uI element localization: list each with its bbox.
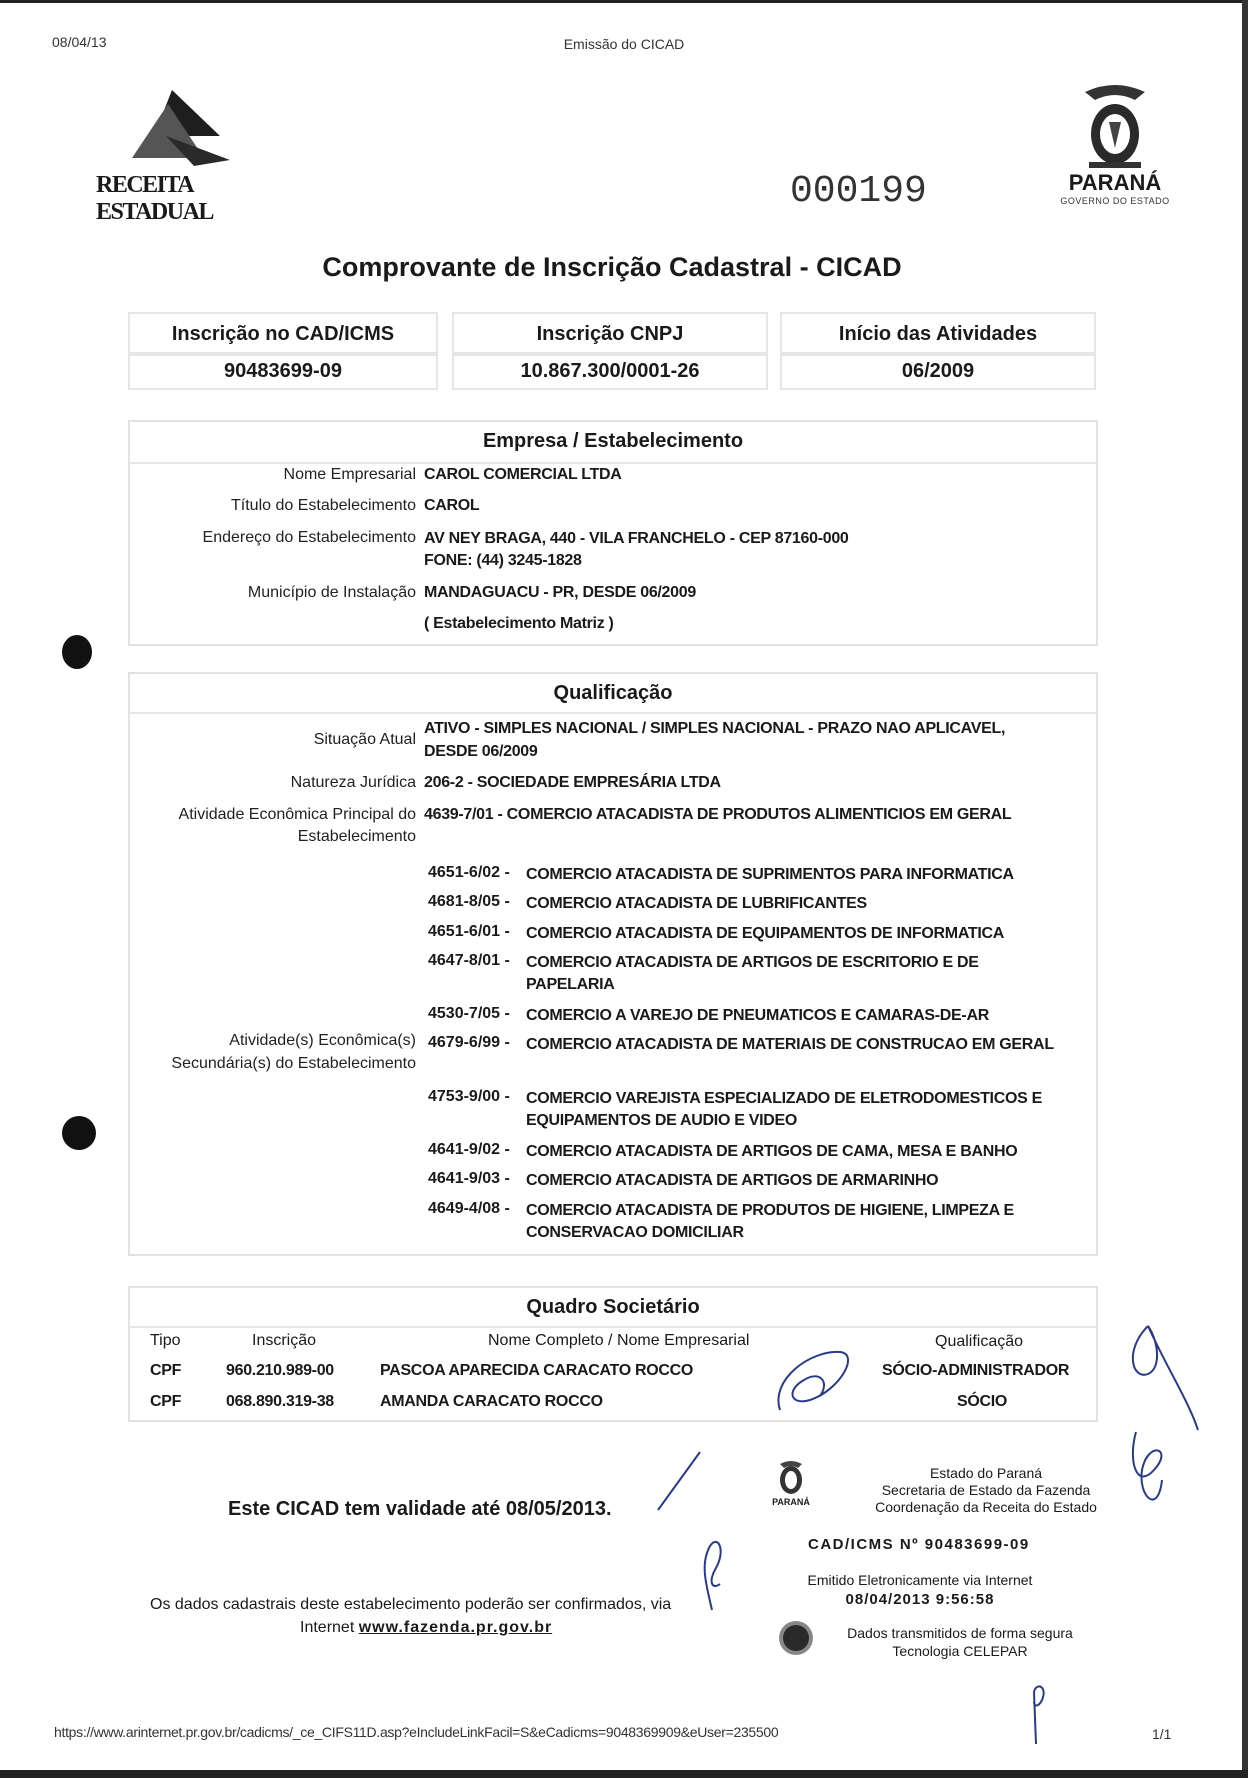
page-number: 1/1 xyxy=(1152,1726,1172,1742)
nome-empresarial-label: Nome Empresarial xyxy=(283,466,416,483)
empresa-section-title: Empresa / Estabelecimento xyxy=(482,430,744,452)
socio-qualificacao: SÓCIO-ADMINISTRADOR xyxy=(882,1362,1070,1379)
socio-nome: PASCOA APARECIDA CARACATO ROCCO xyxy=(380,1362,694,1379)
atividade-principal-label-1: Atividade Econômica Principal do xyxy=(178,806,416,823)
socios-table-row xyxy=(0,1362,1248,1384)
atividade-secundaria-desc: COMERCIO ATACADISTA DE PRODUTOS DE HIGIENE, LIMPEZA E CONSERVACAO DOMICILIAR xyxy=(526,1202,1014,1241)
cad-icms-label: Inscrição no CAD/ICMS xyxy=(128,312,438,356)
socio-qualificacao: SÓCIO xyxy=(957,1393,1008,1410)
document-title: Comprovante de Inscrição Cadastral - CICAD xyxy=(322,252,902,282)
print-title: Emissão do CICAD xyxy=(563,36,685,52)
atividades-secundarias-label-1: Atividade(s) Econômica(s) xyxy=(229,1032,416,1049)
estabelecimento-tipo: ( Estabelecimento Matriz ) xyxy=(424,615,614,632)
atividades-secundarias-label-2: Secundária(s) do Estabelecimento xyxy=(171,1055,416,1072)
socios-divider xyxy=(130,1326,1096,1328)
atividade-secundaria-desc: COMERCIO ATACADISTA DE LUBRIFICANTES xyxy=(526,895,867,912)
natureza-label: Natureza Jurídica xyxy=(290,774,416,791)
celepar-logo-icon xyxy=(776,1618,816,1658)
footer-seal xyxy=(768,1460,814,1522)
confirmacao-text-line2 xyxy=(300,1619,552,1637)
margin-signature xyxy=(1118,1320,1208,1530)
cad-icms-value: 90483699-09 xyxy=(128,352,438,390)
fazenda-link[interactable]: www.fazenda.pr.gov.br xyxy=(358,1619,553,1636)
situacao-value-line2: DESDE 06/2009 xyxy=(424,743,538,760)
footer-seal-text: PARANÁ xyxy=(772,1497,810,1507)
atividade-secundaria-code: 4753-9/00 - xyxy=(428,1088,510,1105)
socios-section-title: Quadro Societário xyxy=(526,1296,700,1318)
confirmacao-text-line1: Os dados cadastrais deste estabelecimento poderão ser confirmados, via xyxy=(150,1596,672,1613)
rubric-signature-1 xyxy=(760,1340,860,1430)
punch-hole xyxy=(62,635,92,669)
socio-inscricao: 068.890.319-38 xyxy=(226,1393,334,1410)
atividade-secundaria-desc: COMERCIO VAREJISTA ESPECIALIZADO DE ELETRODOMESTICOS E EQUIPAMENTOS DE AUDIO E VIDEO xyxy=(526,1090,1042,1129)
atividade-secundaria-code: 4641-9/02 - xyxy=(428,1141,510,1158)
atividade-principal-label-2: Estabelecimento xyxy=(297,828,416,845)
natureza-value: 206-2 - SOCIEDADE EMPRESÁRIA LTDA xyxy=(424,774,721,791)
socios-header-qualificacao: Qualificação xyxy=(935,1333,1024,1350)
emitido-datetime: 08/04/2013 9:56:58 xyxy=(845,1591,995,1608)
atividade-secundaria-code: 4681-8/05 - xyxy=(428,893,510,910)
atividade-secundaria-code: 4651-6/02 - xyxy=(428,864,510,881)
municipio-value: MANDAGUACU - PR, DESDE 06/2009 xyxy=(424,584,696,601)
atividade-secundaria-desc: COMERCIO ATACADISTA DE ARTIGOS DE ARMARINHO xyxy=(526,1172,939,1189)
atividade-secundaria-desc: COMERCIO ATACADISTA DE MATERIAIS DE CONSTRUCAO EM GERAL xyxy=(526,1036,1054,1053)
municipio-label: Município de Instalação xyxy=(247,584,416,601)
scan-edge-top xyxy=(0,0,1248,3)
receita-logo-text: RECEITA ESTADUAL xyxy=(96,172,213,225)
endereco-value: AV NEY BRAGA, 440 - VILA FRANCHELO - CEP 87160-000 xyxy=(424,530,849,547)
celepar-text: Tecnologia CELEPAR xyxy=(892,1643,1028,1659)
receita-estadual-logo xyxy=(96,90,276,225)
nome-empresarial-value: CAROL COMERCIAL LTDA xyxy=(424,466,622,483)
emitido-text: Emitido Eletronicamente via Internet xyxy=(807,1572,1033,1588)
socios-header-tipo: Tipo xyxy=(150,1332,181,1349)
inicio-atividades-label: Início das Atividades xyxy=(780,312,1096,356)
atividade-secundaria-code: 4641-9/03 - xyxy=(428,1170,510,1187)
socios-table-row xyxy=(0,1393,1248,1415)
estado-text: Estado do Paraná xyxy=(929,1465,1043,1481)
coordenacao-text: Coordenação da Receita do Estado xyxy=(875,1499,1097,1515)
socio-tipo: CPF xyxy=(150,1393,182,1410)
atividade-secundaria-code: 4530-7/05 - xyxy=(428,1005,510,1022)
atividade-secundaria-desc: COMERCIO ATACADISTA DE SUPRIMENTOS PARA INFORMATICA xyxy=(526,866,1014,883)
atividade-secundaria-code: 4649-4/08 - xyxy=(428,1200,510,1217)
empresa-divider xyxy=(130,462,1096,464)
punch-hole xyxy=(62,1116,96,1150)
footer-seal-icon xyxy=(776,1460,806,1496)
socio-inscricao: 960.210.989-00 xyxy=(226,1362,334,1379)
socios-header-inscricao: Inscrição xyxy=(252,1332,317,1349)
titulo-estabelecimento-label: Título do Estabelecimento xyxy=(231,497,416,514)
rubric-signature-2 xyxy=(692,1534,732,1614)
parana-coat-of-arms-icon xyxy=(1075,82,1155,172)
atividade-secundaria-desc: COMERCIO ATACADISTA DE ARTIGOS DE CAMA, MESA E BANHO xyxy=(526,1143,1018,1160)
atividade-secundaria-code: 4679-6/99 - xyxy=(428,1034,510,1051)
confirmacao-internet-label: Internet xyxy=(300,1619,355,1636)
scan-edge-bottom xyxy=(0,1770,1248,1778)
titulo-estabelecimento-value: CAROL xyxy=(424,497,480,514)
cnpj-label: Inscrição CNPJ xyxy=(452,312,768,356)
socios-header-nome: Nome Completo / Nome Empresarial xyxy=(488,1332,750,1349)
atividade-secundaria-code: 4651-6/01 - xyxy=(428,923,510,940)
transmissao-info xyxy=(830,1624,1090,1660)
cnpj-value: 10.867.300/0001-26 xyxy=(452,352,768,390)
secretaria-text: Secretaria de Estado da Fazenda xyxy=(881,1482,1091,1498)
atividade-secundaria-desc: COMERCIO ATACADISTA DE ARTIGOS DE ESCRITORIO E DE PAPELARIA xyxy=(526,954,979,993)
atividade-secundaria-desc: COMERCIO A VAREJO DE PNEUMATICOS E CAMARAS-DE-AR xyxy=(526,1007,989,1024)
qualificacao-divider xyxy=(130,712,1096,714)
print-date: 08/04/13 xyxy=(52,34,107,50)
parana-logo-subtext: GOVERNO DO ESTADO xyxy=(1060,196,1170,206)
inicio-atividades-value: 06/2009 xyxy=(780,352,1096,390)
page-url: https://www.arinternet.pr.gov.br/cadicms/_ce_CIFS11D.asp?eIncludeLinkFacil=S&eCadicms=9048369909&eUser=235500 xyxy=(54,1724,779,1740)
qualificacao-section-title: Qualificação xyxy=(553,682,673,704)
situacao-value-line1: ATIVO - SIMPLES NACIONAL / SIMPLES NACIONAL - PRAZO NAO APLICAVEL, xyxy=(424,720,1006,737)
atividade-principal-value: 4639-7/01 - COMERCIO ATACADISTA DE PRODUTOS ALIMENTICIOS EM GERAL xyxy=(424,806,1012,823)
endereco-label: Endereço do Estabelecimento xyxy=(202,529,416,546)
parana-logo-text: PARANÁ xyxy=(1068,170,1162,195)
socio-nome: AMANDA CARACATO ROCCO xyxy=(380,1393,603,1410)
orgao-emissor xyxy=(836,1465,1136,1516)
parana-logo xyxy=(1055,82,1175,212)
scan-edge-right xyxy=(1242,0,1248,1778)
socio-tipo: CPF xyxy=(150,1362,182,1379)
validade-text: Este CICAD tem validade até 08/05/2013. xyxy=(228,1498,612,1520)
fone-value: FONE: (44) 3245-1828 xyxy=(424,552,582,569)
situacao-label: Situação Atual xyxy=(313,731,416,748)
initial-mark xyxy=(1024,1680,1054,1750)
dados-seguros-text: Dados transmitidos de forma segura xyxy=(847,1625,1073,1641)
footer-cad-number: CAD/ICMS Nº 90483699-09 xyxy=(808,1536,1030,1553)
atividade-secundaria-code: 4647-8/01 - xyxy=(428,952,510,969)
slash-mark xyxy=(650,1448,710,1518)
atividade-secundaria-desc: COMERCIO ATACADISTA DE EQUIPAMENTOS DE INFORMATICA xyxy=(526,925,1005,942)
control-number: 000199 xyxy=(790,170,927,213)
